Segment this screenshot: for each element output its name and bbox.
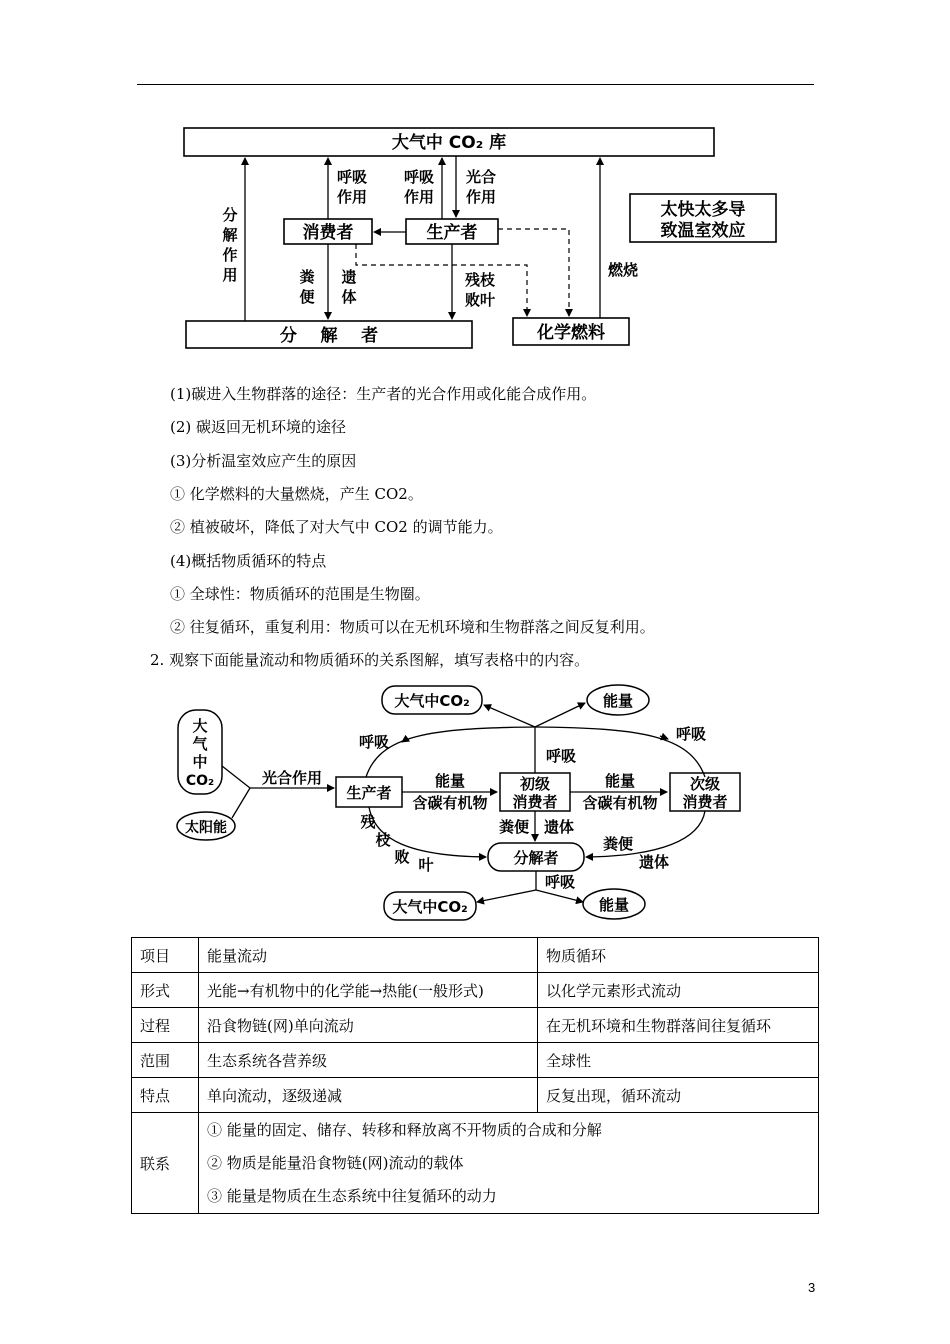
table-row [132,973,819,1008]
link-line-3: ③ 能量是物质在生态系统中往复循环的动力 [207,1186,497,1205]
text-line-6: (4)概括物质循环的特点 [170,552,327,570]
text-line-3: (3)分析温室效应产生的原因 [170,452,357,470]
remains-1: 遗 [341,268,357,286]
table-row [132,1008,819,1043]
table-cell: 形式 [132,973,199,1008]
feces-mid: 粪便 [498,818,530,836]
decompose-char-4: 用 [222,266,238,284]
producer-label-2: 生产者 [346,784,392,802]
table-cell: 物质循环 [538,938,819,973]
energy2-label: 能量 [604,772,636,790]
organic2-label: 含碳有机物 [582,794,658,812]
sun-label: 太阳能 [185,820,227,836]
burning-label: 燃烧 [607,261,639,279]
text-line-8: ② 往复循环，重复利用：物质可以在无机环境和生物群落之间反复利用。 [170,618,655,636]
carbon-cycle-diagram [180,122,785,354]
producer-label: 生产者 [426,223,478,243]
remains-mid: 遗体 [543,818,575,836]
organic1-label: 含碳有机物 [412,794,488,812]
resp-mid: 呼吸 [545,747,577,765]
feces-right: 粪便 [602,835,634,853]
atm-left-3: 中 [192,753,208,771]
decomposer-label: 分 解 者 [279,326,379,346]
header-rule [137,84,814,85]
consumer-resp-1: 呼吸 [336,168,368,186]
table-cell: 全球性 [538,1043,819,1078]
table-cell: 过程 [132,1008,199,1043]
link-line-1: ① 能量的固定、储存、转移和释放离不开物质的合成和分解 [207,1120,602,1139]
leaves-c2: 枝 [375,831,391,849]
resp-bottom: 呼吸 [544,873,576,891]
table-row-link [132,1113,819,1214]
atm-bottom-label: 大气中CO₂ [392,898,468,916]
atmosphere-label: 大气中 CO₂ 库 [391,133,507,153]
text-line-4: ① 化学燃料的大量燃烧，产生 CO2。 [170,485,423,503]
feces-2: 便 [299,288,315,306]
decomposer-label-2: 分解者 [513,849,559,867]
table-cell: 沿食物链(网)单向流动 [199,1008,538,1043]
secondary-2: 消费者 [682,793,728,811]
text-line-7: ① 全球性：物质循环的范围是生物圈。 [170,585,430,603]
text-line-2: (2) 碳返回无机环境的途径 [170,418,347,436]
leaves-1: 残枝 [464,271,496,289]
atm-left-4: CO₂ [185,773,215,789]
energy1-label: 能量 [434,772,466,790]
table-cell: 能量流动 [199,938,538,973]
decompose-char-3: 作 [222,246,238,264]
leaves-c4: 叶 [418,856,434,874]
consumer-resp-2: 作用 [336,188,368,206]
question-2: 2. 观察下面能量流动和物质循环的关系图解，填写表格中的内容。 [150,651,590,669]
table-cell: 范围 [132,1043,199,1078]
text-line-5: ② 植被破坏，降低了对大气中 CO2 的调节能力。 [170,518,503,536]
energy-top-label: 能量 [602,692,634,710]
comparison-table [131,937,819,1214]
greenhouse-line-1: 太快太多导 [660,200,746,220]
primary-2: 消费者 [512,793,558,811]
table-row [132,1043,819,1078]
table-cell: 单向流动，逐级递减 [199,1078,538,1113]
energy-bottom-label: 能量 [598,896,630,914]
primary-1: 初级 [519,775,551,793]
photo-label: 光合作用 [261,769,323,787]
table-cell: 生态系统各营养级 [199,1043,538,1078]
link-cell [199,1113,819,1214]
atm-left-1: 大 [192,717,208,735]
table-cell: 项目 [132,938,199,973]
producer-resp-2: 作用 [403,188,435,206]
table-cell: 特点 [132,1078,199,1113]
atm-left-2: 气 [192,735,208,753]
table-cell: 光能→有机物中的化学能→热能(一般形式) [199,973,538,1008]
feces-1: 粪 [299,268,315,286]
link-line-2: ② 物质是能量沿食物链(网)流动的载体 [207,1153,464,1172]
resp-right: 呼吸 [675,725,707,743]
table-cell: 在无机环境和生物群落间往复循环 [538,1008,819,1043]
remains-right: 遗体 [638,853,670,871]
fossil-fuel-label: 化学燃料 [537,323,605,343]
page-number: 3 [808,1280,816,1295]
decompose-char-2: 解 [222,226,238,244]
leaves-2: 败叶 [464,291,496,309]
secondary-1: 次级 [689,775,721,793]
resp-left: 呼吸 [358,733,390,751]
consumer-label: 消费者 [302,223,354,243]
photo-1: 光合 [465,168,497,186]
leaves-c3: 败 [394,848,410,866]
energy-matter-diagram [170,680,760,925]
greenhouse-line-2: 致温室效应 [660,221,746,241]
remains-2: 体 [341,288,357,306]
table-cell: 反复出现，循环流动 [538,1078,819,1113]
photo-2: 作用 [465,188,497,206]
producer-resp-1: 呼吸 [403,168,435,186]
table-row [132,1078,819,1113]
decompose-char-1: 分 [222,206,238,224]
leaves-c1: 残 [360,813,376,831]
table-header-row [132,938,819,973]
table-cell: 联系 [132,1113,199,1214]
table-cell: 以化学元素形式流动 [538,973,819,1008]
atm-top-label: 大气中CO₂ [394,692,470,710]
text-line-1: (1)碳进入生物群落的途径：生产者的光合作用或化能合成作用。 [170,385,597,403]
